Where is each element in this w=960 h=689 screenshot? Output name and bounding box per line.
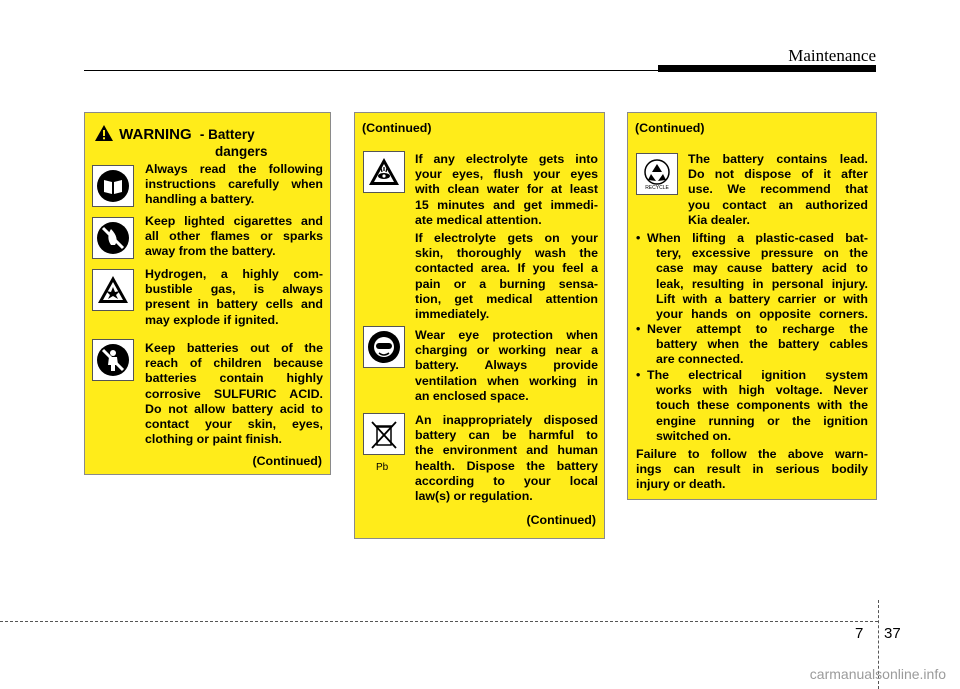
warning-heading: [95, 125, 255, 142]
keep-away-children-icon: [92, 339, 134, 381]
explosive-gas-icon: [92, 269, 134, 311]
eye-flush-warning-icon: [363, 151, 405, 193]
item-hydrogen-gas: Hydrogen, a highly com- bustible gas, is always present in battery cells and may explode if ignited.: [145, 267, 323, 327]
recycle-icon: [636, 153, 678, 195]
header-rule: [84, 70, 660, 71]
battery-warning-box: [84, 112, 331, 475]
continued-top-label: (Continued): [635, 121, 705, 135]
warning-title-line1: - Battery: [199, 127, 255, 142]
manual-book-icon: [92, 165, 134, 207]
watermark-text: carmanualsonline.info: [809, 666, 946, 682]
header-bar: [658, 65, 876, 72]
item-keep-from-children: Keep batteries out of the reach of children because batteries contain highly corrosive SULFURIC ACID. Do not allow battery acid to contact your skin, eyes, clothing or paint finish.: [145, 341, 323, 447]
eye-protection-icon: [363, 326, 405, 368]
warning-label: WARNING: [119, 126, 192, 143]
warning-triangle-icon: [95, 125, 113, 141]
header-title: Maintenance: [788, 46, 876, 65]
crossed-bin-icon: [363, 413, 405, 455]
footer-dashed-rule: [0, 621, 878, 622]
item-contains-lead: The battery contains lead. Do not dispose of it after use. We recommend that you contact an authorized Kia dealer.: [688, 152, 868, 227]
item-electrolyte-skin: If electrolyte gets on your skin, thoroughly wash the contacted area. If you feel a pain or a burning sensa- tion, get medical attention immediately.: [415, 231, 598, 322]
bullet-ignition: • The electrical ignition system works with high voltage. Never touch these components with the engine running or the ignition switched on.: [636, 368, 868, 443]
lead-recycle-box: [627, 112, 877, 500]
pb-label: Pb: [376, 462, 389, 473]
continued-bottom-label: (Continued): [526, 513, 596, 527]
recycle-label: RECYCLE: [645, 185, 669, 191]
item-no-flames: Keep lighted cigarettes and all other flames or sparks away from the battery.: [145, 214, 323, 259]
item-disposal: An inappropriately disposed battery can be harmful to the environment and human health. Dispose the battery according to your local law(s) or regulation.: [415, 413, 598, 504]
chapter-number: 7: [855, 625, 864, 642]
continued-label: (Continued): [252, 454, 322, 468]
bullet-lifting: • When lifting a plastic-cased bat- tery, excessive pressure on the case may cause battery acid to leak, resulting in personal injury. Lift with a battery carrier or with your hands on opposite corners.: [636, 231, 868, 322]
item-read-instructions: Always read the following instructions carefully when handling a battery.: [145, 162, 323, 207]
item-eye-protection: Wear eye protection when charging or working near a battery. Always provide ventilation when working in an enclosed space.: [415, 328, 598, 403]
no-flames-icon: [92, 217, 134, 259]
continued-top-label: (Continued): [362, 121, 432, 135]
bullet-recharge: • Never attempt to recharge the battery when the battery cables are connected.: [636, 322, 868, 367]
electrolyte-warning-box: [354, 112, 605, 539]
warning-title-line2: dangers: [215, 144, 268, 159]
final-warning: Failure to follow the above warn- ings can result in serious bodily injury or death.: [636, 447, 868, 492]
item-electrolyte-eyes: If any electrolyte gets into your eyes, flush your eyes with clean water for at least 15 minutes and get immedi- ate medical attention.: [415, 152, 598, 227]
page-number: 37: [884, 625, 901, 642]
